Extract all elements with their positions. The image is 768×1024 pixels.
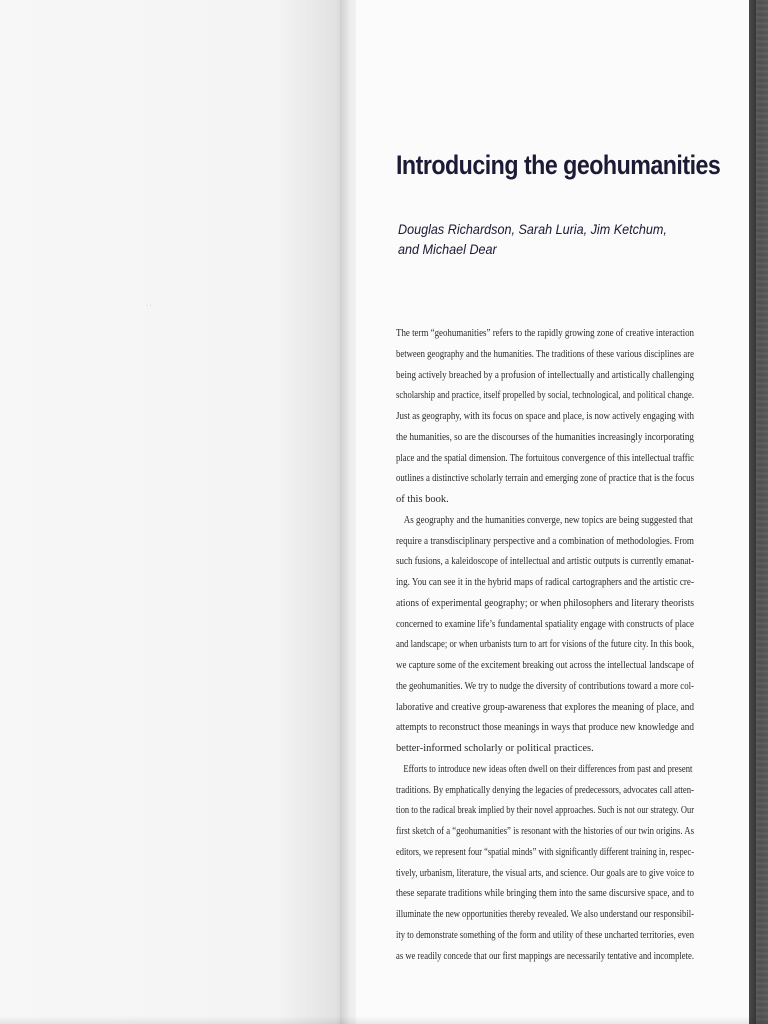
body-line: laborative and creative group-awareness that explores the meaning of place, and [396,701,695,713]
body-line: the geohumanities. We try to nudge the diversity of contributions toward a more col- [396,680,694,692]
authors-line-1: Douglas Richardson, Sarah Luria, Jim Ketchum, [398,221,667,237]
body-line: concerned to examine life’s fundamental spatiality engage with constructs of place [396,618,695,630]
body-line: the humanities, so are the discourses of the humanities increasingly incorporating [396,431,694,443]
body-line: The term “geohumanities” refers to the rapidly growing zone of creative interaction [396,328,694,339]
body-line: tively, urbanism, literature, the visual arts, and science. Our goals are to give voice to [396,867,695,879]
chapter-body-text [396,324,694,967]
left-blank-page [0,0,346,1024]
body-line: as we readily concede that our first mappings are necessarily tentative and incomplete. [396,950,694,962]
body-line: traditions. By emphatically denying the legacies of predecessors, advocates call atten- [396,784,695,796]
body-line: require a transdisciplinary perspective and a combination of methodologies. From [396,535,695,547]
body-line: we capture some of the excitement breaking out across the intellectual landscape of [396,660,694,671]
body-line: these separate traditions while bringing them into the same discursive space, and to [396,888,694,900]
body-paragraph [396,511,694,760]
body-line: editors, we represent four “spatial minds” with significantly different training in, respec- [396,846,695,858]
body-line: better-informed scholarly or political practices. [396,743,594,754]
body-line: ity to demonstrate something of the form and utility of these uncharted territories, even [396,929,695,941]
body-line: ations of experimental geography; or when philosophers and literary theorists [396,597,695,609]
body-line: such fusions, a kaleidoscope of intellectual and artistic outputs is currently emanat- [396,556,695,568]
body-paragraph [396,760,694,968]
body-line: first sketch of a “geohumanities” is resonant with the histories of our twin origins. As [396,826,695,837]
page-stack-edge [756,0,768,1024]
body-line: being actively breached by a profusion of intellectually and artistically challenging [396,369,695,381]
chapter-title: Introducing the geohumanities [396,150,721,180]
body-line: scholarship and practice, itself propelled by social, technological, and political change. [396,390,694,402]
body-line: place and the spatial dimension. The fortuitous convergence of this intellectual traffic [396,452,694,464]
body-line: tion to the radical break implied by their novel approaches. Such is not our strategy. Our [396,805,695,817]
body-line: outlines a distinctive scholarly terrain and emerging zone of practice that is the focus [396,473,694,485]
body-line: and landscape; or when urbanists turn to art for visions of the future city. In this book, [396,639,695,651]
body-line: of this book. [396,494,449,505]
body-line: illuminate the new opportunities thereby revealed. We also understand our responsibil- [396,909,694,920]
body-line: attempts to reconstruct those meanings in ways that produce new knowledge and [396,722,694,734]
body-line: ing. You can see it in the hybrid maps of radical cartographers and the artistic cre- [396,577,695,588]
body-paragraph [396,324,694,511]
scan-bottom-shadow [0,1016,768,1024]
body-line: As geography and the humanities converge, new topics are being suggested that [403,514,693,526]
body-line: Efforts to introduce new ideas often dwell on their differences from past and present [403,763,693,775]
authors-line-2: and Michael Dear [398,241,497,257]
scan-speck: · · [146,303,152,309]
body-line: Just as geography, with its focus on space and place, is now actively engaging with [396,411,694,422]
chapter-authors [398,219,728,259]
body-line: between geography and the humanities. The traditions of these various disciplines are [396,348,694,360]
